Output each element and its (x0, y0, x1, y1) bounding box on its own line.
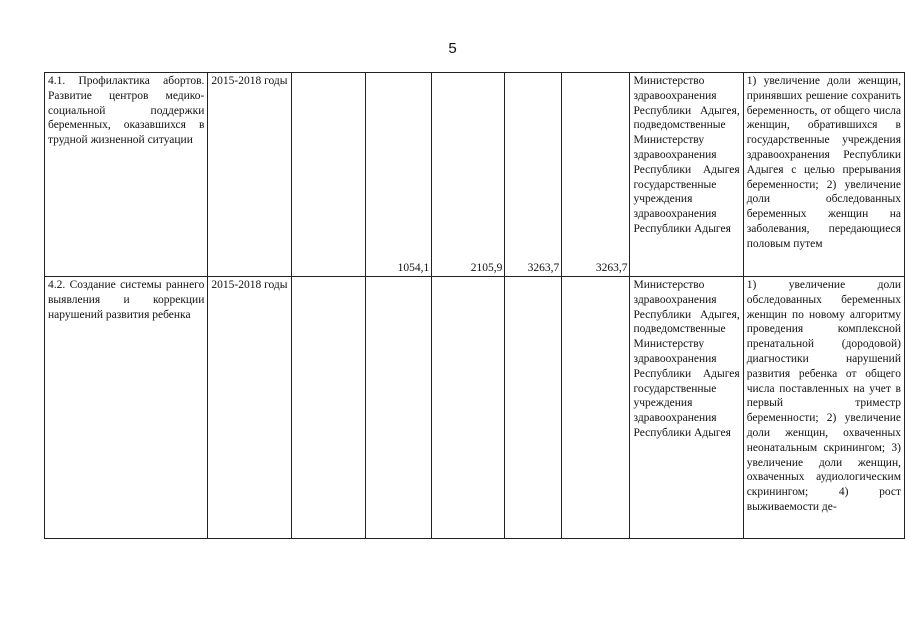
value-cell (291, 277, 365, 539)
value-cell: 2105,9 (432, 73, 505, 277)
executor-cell: Министерство здравоохранения Республики Адыгея, подведомственные Министерству здравоохранения Республики Адыгея государственные учреждения здравоохранения Республики Адыгея (630, 277, 743, 539)
value-cell: 1054,1 (365, 73, 431, 277)
page-number: 5 (448, 40, 457, 57)
value-cell: 3263,7 (562, 73, 630, 277)
program-table (44, 72, 905, 539)
value-cell (505, 277, 562, 539)
value-cell (562, 277, 630, 539)
measure-title: 4.1. Профилактика абортов. Развитие центров медико-социальной поддержки беременных, оказавшихся в трудной жизненной ситуации (45, 73, 208, 277)
value-cell (432, 277, 505, 539)
executor-cell: Министерство здравоохранения Республики Адыгея, подведомственные Министерству здравоохранения Республики Адыгея государственные учреждения здравоохранения Республики Адыгея (630, 73, 743, 277)
value-cell: 3263,7 (505, 73, 562, 277)
value-cell (365, 277, 431, 539)
table-row (45, 277, 905, 539)
result-cell: 1) увеличение доли обследованных беременных женщин по новому алгоритму проведения комплексной пренатальной (дородовой) диагностики нарушений развития ребенка от общего числа поставленных на учет в первый триместр беременности; 2) увеличение доли женщин, охваченных неонатальным скринингом; 3) увеличение доли женщин, охваченных аудиологическим скринингом; 4) рост выживаемости де- (743, 277, 904, 539)
result-cell: 1) увеличение доли женщин, принявших решение сохранить беременность, от общего числа женщин, обратившихся в государственные учреждения здравоохранения Республики Адыгея с целью прерывания беременности; 2) увеличение доли обследованных беременных женщин на заболевания, передающиеся половым путем (743, 73, 904, 277)
measure-title: 4.2. Создание системы раннего выявления и коррекции нарушений развития ребенка (45, 277, 208, 539)
measure-period: 2015-2018 годы (208, 73, 291, 277)
table-row (45, 73, 905, 277)
measure-period: 2015-2018 годы (208, 277, 291, 539)
value-cell (291, 73, 365, 277)
